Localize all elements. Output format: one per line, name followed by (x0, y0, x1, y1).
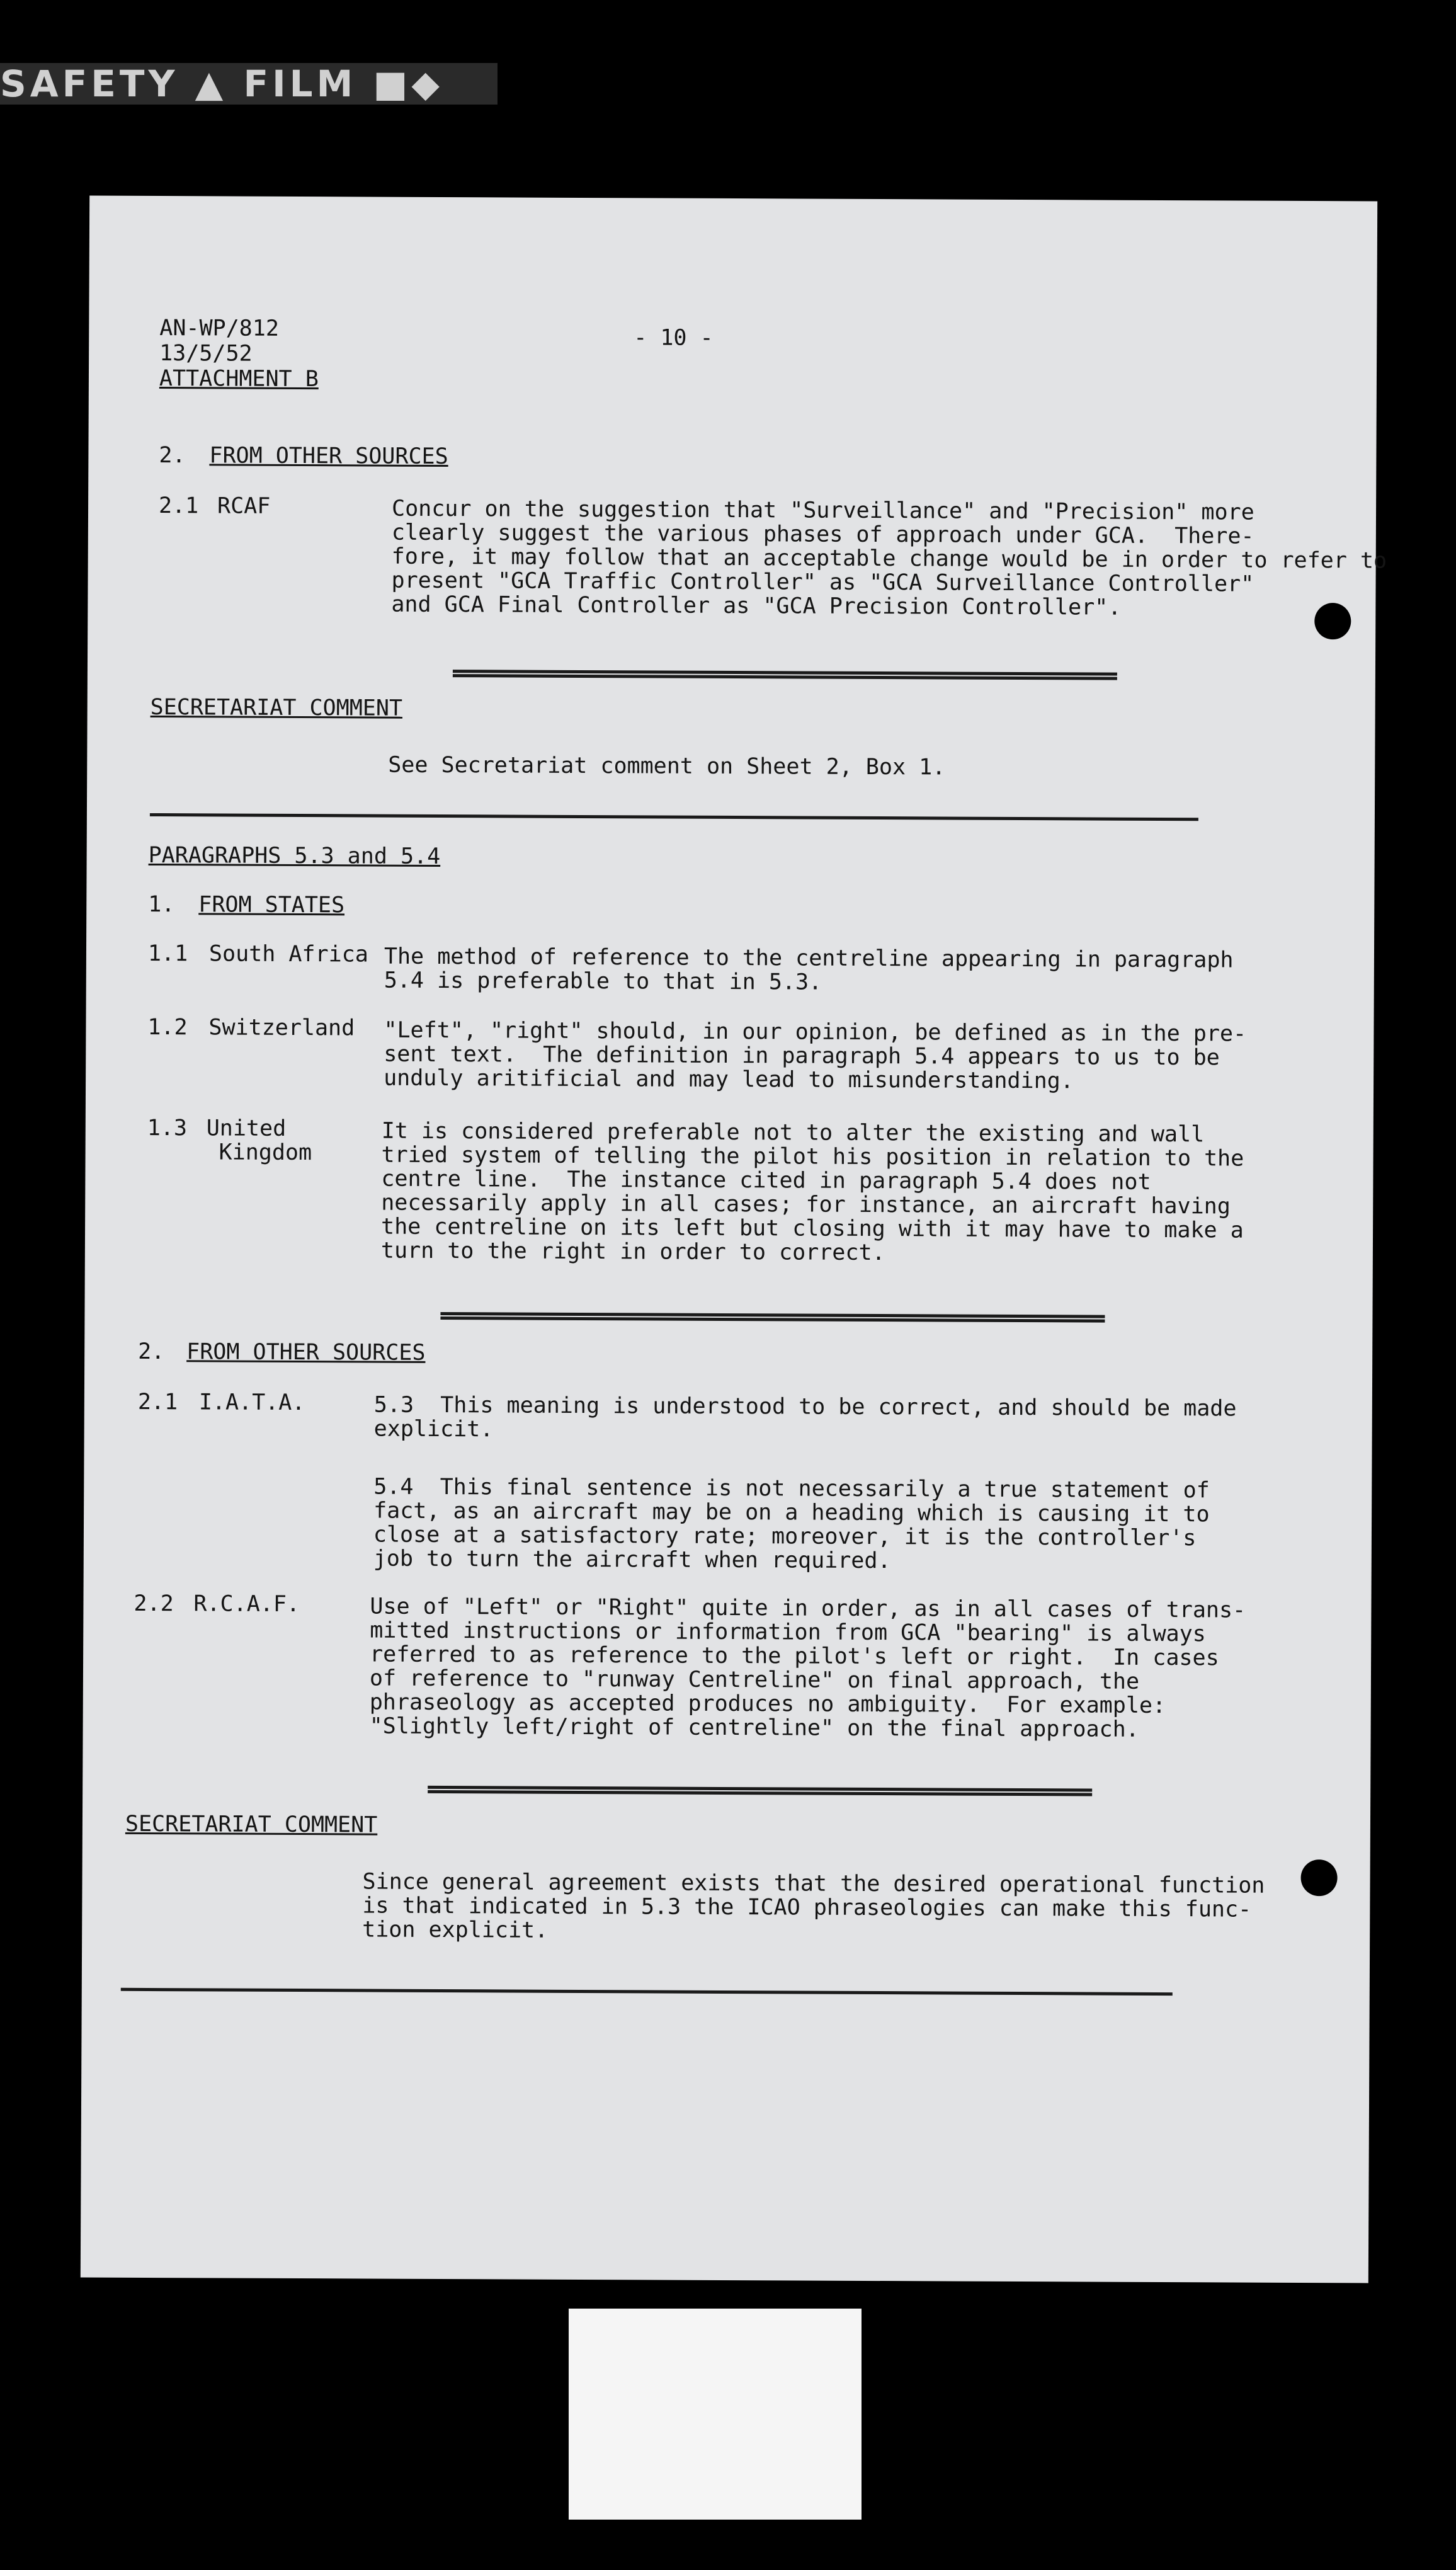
item-source: I.A.T.A. (198, 1390, 305, 1416)
other-sources-heading: FROM OTHER SOURCES (186, 1339, 426, 1366)
item-number: 1.2 (147, 1014, 188, 1041)
secretariat-comment-text: See Secretariat comment on Sheet 2, Box 1. (388, 752, 946, 780)
double-rule (428, 1786, 1092, 1796)
item-number: 2.2 (134, 1591, 174, 1617)
paragraphs-title: PARAGRAPHS 5.3 and 5.4 (148, 842, 441, 869)
double-rule (453, 670, 1117, 680)
section-divider (121, 1988, 1173, 1996)
item-text-continued: 5.4 This final sentence is not necessarily a true statement of fact, as an aircraft may be on a heading which is causing it to close at a satisfactory rate; moreover, it is the controller's job to turn the aircraft when required. (373, 1474, 1210, 1574)
item-text: "Left", "right" should, in our opinion, be defined as in the pre- sent text. The definition in paragraph 5.4 appears to us to be unduly aritificial and may lead to misunderstanding. (384, 1017, 1247, 1094)
item-source: United (206, 1116, 287, 1141)
secretariat-comment-text: Since general agreement exists that the desired operational function is that indicated in 5.3 the ICAO phraseologies can make this func- tion explicit. (362, 1869, 1265, 1943)
states-heading: FROM STATES (198, 892, 345, 918)
item-number: 2.1 (158, 493, 199, 519)
doc-date: 13/5/52 (159, 341, 253, 367)
film-edge-label: SAFETY ▲ FILM ■◆ (0, 63, 498, 105)
item-text: Concur on the suggestion that "Surveillance" and "Precision" more clearly suggest the various phases of approach under GCA. There- fore, it may follow that an acceptable change would be in order to refer to present "GCA Traffic Controller" as "GCA Surveillance Controller" and GCA Final Controller as "GCA Precision Controller". (391, 496, 1387, 620)
item-source: South Africa (208, 941, 368, 968)
secretariat-comment-title: SECRETARIAT COMMENT (150, 694, 403, 721)
section-divider (150, 813, 1198, 821)
item-number: 1.1 (147, 940, 188, 967)
film-label-card (569, 2309, 862, 2520)
item-number: 1.3 (147, 1115, 188, 1141)
item-source-line2: Kingdom (219, 1139, 312, 1166)
item-source: Switzerland (208, 1015, 355, 1041)
document-page (81, 196, 1387, 2283)
item-text: The method of reference to the centreline appearing in paragraph 5.4 is preferable to that in 5.3. (384, 944, 1234, 995)
item-number: 2.1 (137, 1389, 178, 1415)
attachment-label: ATTACHMENT B (159, 366, 319, 392)
section-number: 2. (138, 1339, 165, 1365)
punch-hole (1314, 603, 1351, 639)
double-rule (440, 1312, 1105, 1323)
section-heading: FROM OTHER SOURCES (209, 443, 448, 470)
section-number: 2. (159, 443, 186, 469)
item-text: It is considered preferable not to alter the existing and wall tried system of telling the pilot his position in relation to the centre line. The instance cited in paragraph 5.4 does not necessarily apply in all cases; for instance, an aircraft having the centreline on its left but closing with it may have to make a turn to the right in order to correct. (380, 1118, 1244, 1266)
page-number: - 10 - (634, 325, 714, 351)
punch-hole (1300, 1859, 1337, 1896)
item-source: RCAF (217, 493, 271, 519)
item-text: Use of "Left" or "Right" quite in order, as in all cases of trans- mitted instructions or information from GCA "bearing" is always referred to as reference to the pilot's left or right. In cases of reference to "runway Centreline" on final approach, the phraseology as accepted produces no ambiguity. For example: "Slightly left/right of centreline" on the final approach. (369, 1594, 1246, 1742)
doc-id: AN-WP/812 (159, 316, 280, 341)
secretariat-comment-title: SECRETARIAT COMMENT (125, 1811, 378, 1838)
item-text: 5.3 This meaning is understood to be correct, and should be made explicit. (373, 1392, 1237, 1442)
section-number: 1. (148, 891, 175, 918)
item-source: R.C.A.F. (193, 1591, 300, 1618)
